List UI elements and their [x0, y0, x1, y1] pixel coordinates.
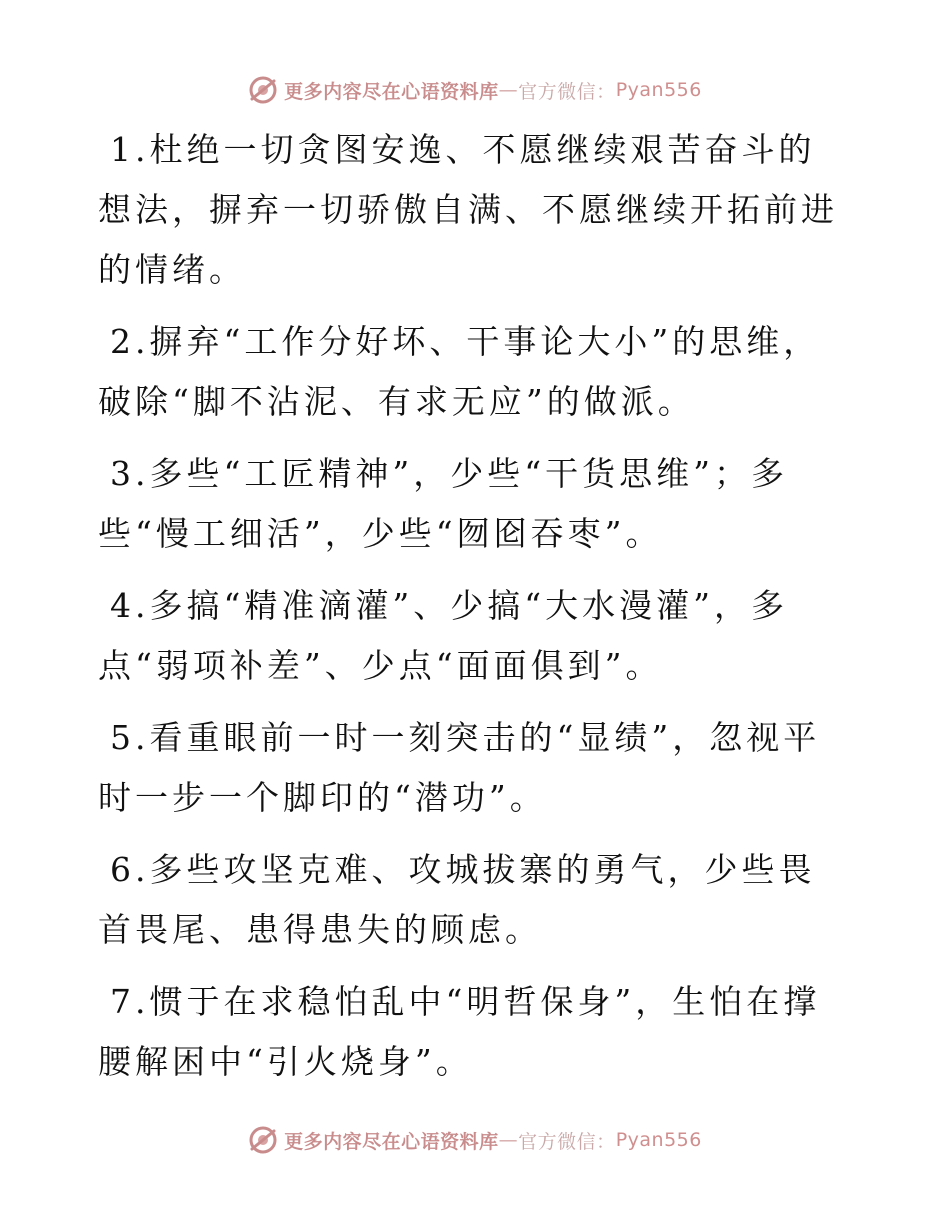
list-item-1: 1.杜绝一切贪图安逸、不愿继续艰苦奋斗的想法，摒弃一切骄傲自满、不愿继续开拓前进的情绪。 [98, 130, 838, 289]
watermark-wechat-id: Pyan556 [615, 79, 702, 101]
list-item-4: 4.多搞“精准滴灌”、少搞“大水漫灌”，多点“弱项补差”、少点“面面俱到”。 [98, 586, 788, 685]
brand-logo-icon [248, 75, 278, 105]
list-item-7: 7.惯于在求稳怕乱中“明哲保身”，生怕在撑腰解困中“引火烧身”。 [98, 982, 821, 1081]
watermark-brand: 更多内容尽在心语资料库 [284, 1130, 499, 1153]
watermark-official-label: 官方微信： [518, 1130, 616, 1153]
header-watermark [0, 73, 950, 107]
document-body [98, 120, 838, 1104]
watermark-dash: — [498, 79, 519, 101]
list-item-3: 3.多些“工匠精神”，少些“干货思维”；多些“慢工细活”，少些“囫囵吞枣”。 [98, 454, 788, 553]
watermark-wechat-id: Pyan556 [615, 1129, 702, 1151]
list-item-5: 5.看重眼前一时一刻突击的“显绩”，忽视平时一步一个脚印的“潜功”。 [98, 718, 821, 817]
watermark-brand: 更多内容尽在心语资料库 [284, 80, 499, 103]
watermark-dash: — [498, 1129, 519, 1151]
list-item-2: 2.摒弃“工作分好坏、干事论大小”的思维，破除“脚不沾泥、有求无应”的做派。 [98, 322, 821, 421]
footer-watermark [0, 1123, 950, 1157]
watermark-official-label: 官方微信： [518, 80, 616, 103]
brand-logo-icon [248, 1125, 278, 1155]
list-item-6: 6.多些攻坚克难、攻城拔寨的勇气，少些畏首畏尾、患得患失的顾虑。 [98, 850, 816, 949]
